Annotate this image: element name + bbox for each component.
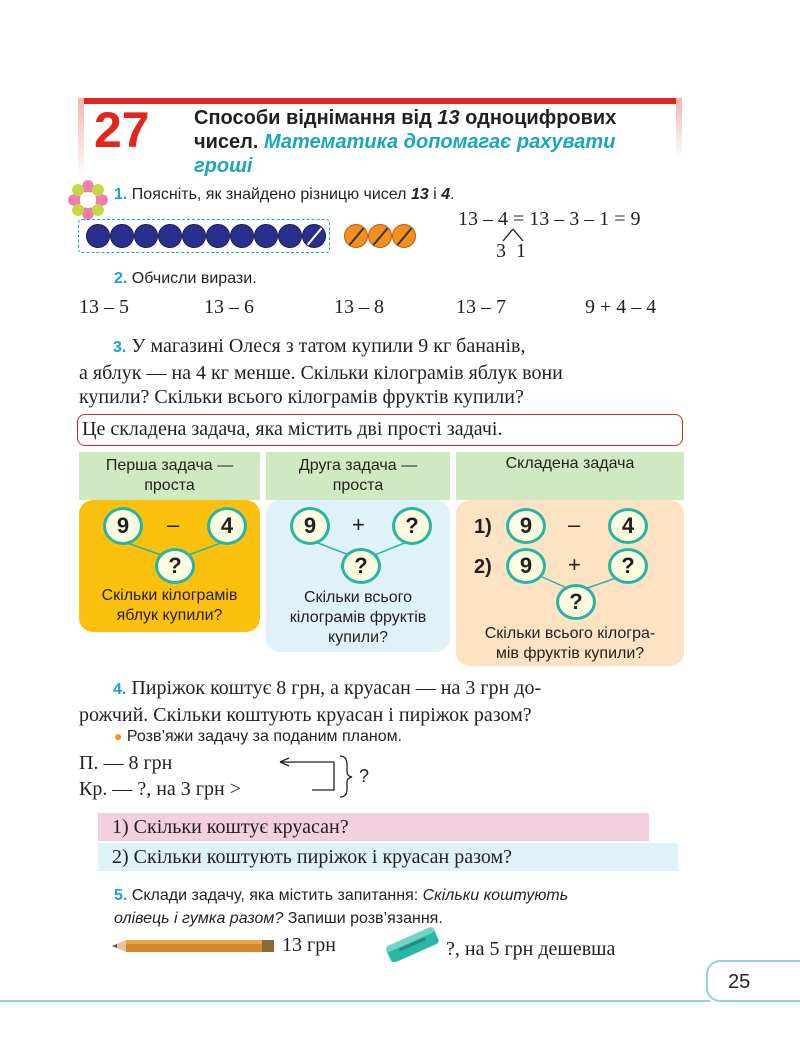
task2-expr-4: 13 – 7 [456,296,506,318]
box1-b: 4 [207,507,247,545]
blue-bead [134,224,158,248]
eraser-price: ?, на 5 грн дешевша [446,938,616,960]
task1-equation: 13 – 4 = 13 – 3 – 1 = 9 [458,208,641,230]
task3-line1: У магазині Олеся з татом купили 9 кг бананів, [126,335,526,357]
task5-line1b: Скільки коштують [422,887,569,904]
task2-expr-5: 9 + 4 – 4 [585,296,657,318]
task2-label: Обчисли вирази. [131,270,257,287]
header-red-bar [78,98,682,104]
blue-bead [254,224,278,248]
box3-op1: – [568,512,581,537]
task5-line2b: Запиши розв’язання. [283,910,443,927]
task4-bullet [114,728,402,746]
task5-line1a: Склади задачу, яка містить запитання: [127,887,423,904]
task4-text [79,676,691,727]
flower-icon [68,180,108,220]
pencil-icon [112,938,274,954]
footer-line [0,1000,710,1002]
task3-number: 3. [113,339,127,356]
plan-brace [210,752,360,800]
blue-bead [278,224,302,248]
title-line2-black: чисел. [194,131,259,153]
title-part1: Способи віднімання від [194,107,438,129]
box2-caption: Скільки всього кілограмів фруктів купили? [289,589,427,646]
task4-line2: рожчий. Скільки коштують круасан і пиріжок разом? [79,703,532,726]
blue-bead [86,224,110,248]
task2-text [114,270,257,288]
box3-step1-label: 1) [474,516,492,538]
page-number-tab [706,960,800,1002]
task4-bullet-text: Розв’яжи задачу за поданим планом. [126,728,403,745]
lesson-number: 27 [94,102,150,158]
blue-bead [206,224,230,248]
bead-row [86,224,426,250]
first-task-box [79,500,260,632]
task1-text [114,186,455,204]
box1-caption: Скільки кілограмів яблук купили? [101,587,238,624]
header-left-shadow [78,98,84,180]
task2-expr-1: 13 – 5 [79,296,129,318]
plan-step-2: 2) Скільки коштують пиріжок і круасан разом? [98,843,678,871]
task1-n4: 4 [441,186,451,203]
blue-bead [230,224,254,248]
header-first-task: Перша задача — проста [79,452,260,500]
title-part2: одноцифрових [459,107,617,129]
box3-step2-label: 2) [474,556,492,578]
blue-bead [182,224,206,248]
task3-text [79,334,689,410]
box3-b2: ? [608,548,648,584]
box1-op: – [167,512,180,537]
task5-number: 5. [114,887,128,904]
bullet-dot: ● [114,728,123,744]
task2-number: 2. [114,270,128,287]
eraser-icon [382,926,442,962]
pencil-price: 13 грн [282,934,336,956]
task4-number: 4. [113,681,127,698]
title-13: 13 [437,107,460,129]
box3-q: ? [556,584,596,620]
plan-line-2: Кр. — ?, на 3 грн > [79,778,241,800]
task1-number: 1. [114,186,128,203]
blue-bead-crossed [302,224,326,248]
lesson-title [194,106,684,178]
plan-question: ? [359,766,370,786]
compound-task-box [456,500,684,666]
task1-text-a: Поясніть, як знайдено різницю чисел [131,186,411,203]
title-line2-teal: Математика допомагає рахувати [258,131,616,153]
task1-and: і [428,186,442,203]
box2-q: ? [341,548,381,584]
box3-b1: 4 [608,508,648,544]
task4-line1: Пиріжок коштує 8 грн, а круасан — на 3 грн до- [126,677,542,699]
orange-bead-crossed [392,224,416,248]
second-task-box [266,500,450,652]
box2-op: + [352,512,365,537]
box2-b: ? [392,507,432,545]
task3-note [77,414,683,446]
orange-bead-crossed [344,224,368,248]
title-line3-teal: гроші [194,155,253,177]
box1-q: ? [155,548,195,584]
task3-note-text: Це складена задача, яка містить дві прості задачі. [82,418,503,440]
box3-a1: 9 [506,508,546,544]
task5-text [114,884,694,930]
header-compound-task: Складена задача [456,452,684,500]
box3-op2: + [568,552,581,577]
box3-a2: 9 [506,548,546,584]
task1-dot: . [450,186,455,203]
task1-split: 3 1 [496,240,526,262]
task2-expr-3: 13 – 8 [334,296,384,318]
plan-step-1: 1) Скільки коштує круасан? [98,813,649,841]
plan-line-1: П. — 8 грн [79,752,173,774]
orange-bead-crossed [368,224,392,248]
task2-expr-2: 13 – 6 [204,296,254,318]
task3-line2: а яблук — на 4 кг менше. Скільки кілограмів яблук вони [79,361,563,384]
blue-bead [110,224,134,248]
task1-n13: 13 [410,186,429,203]
box1-a: 9 [103,507,143,545]
task5-line2a: олівець і гумка разом? [114,910,284,927]
blue-bead [158,224,182,248]
header-second-task: Друга задача — проста [266,452,450,500]
page-number: 25 [728,971,751,993]
box3-caption: Скільки всього кілогра- мів фруктів купили? [484,625,656,662]
task3-line3: купили? Скільки всього кілограмів фруктів купили? [79,386,524,408]
lesson-header [78,98,682,180]
box2-a: 9 [290,507,330,545]
